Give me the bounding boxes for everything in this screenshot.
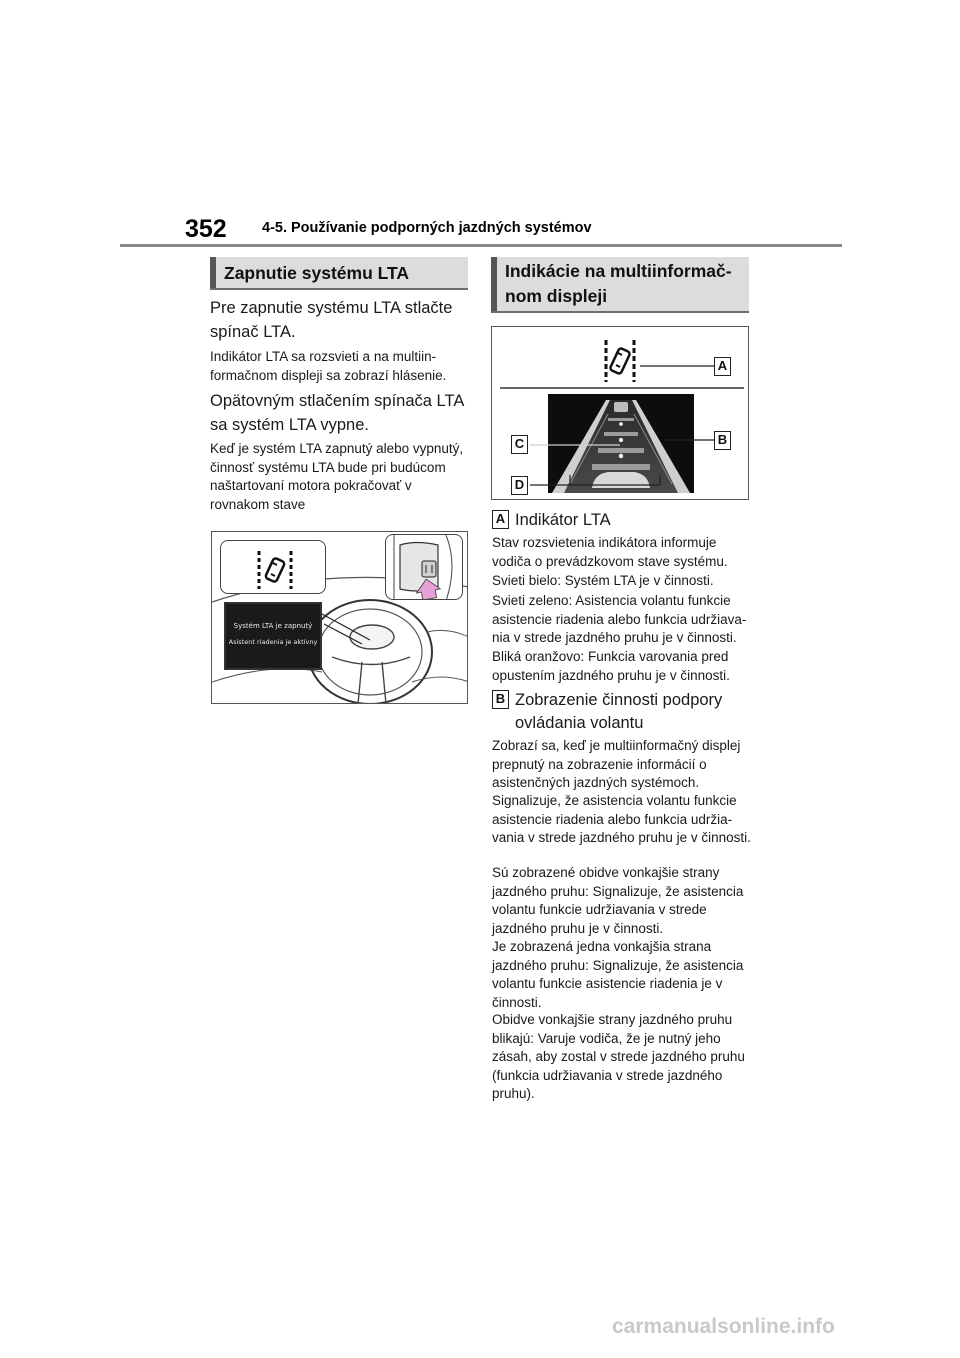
- item-b-text-5: Obidve vonkajšie strany jazdného pruhu blikajú: Varuje vodiča, že je nutný jeho zásah, aby zostal v strede jazdného pruhu (funkcia udržiavania v strede jazdného pruhu).: [492, 1012, 745, 1101]
- section-heading-line1: Indikácie na multiinformač-: [505, 261, 732, 281]
- display-message-line2: Asistent riadenia je aktívny: [228, 638, 318, 646]
- lta-switch-inset: [385, 534, 463, 600]
- multi-info-display: [224, 602, 322, 670]
- section-heading-line2: nom displeji: [505, 286, 608, 306]
- item-a-letter: A: [492, 510, 509, 529]
- item-a-text-2: Svieti bielo: Systém LTA je v činnosti.: [492, 573, 714, 588]
- section-heading-displays: [491, 257, 749, 313]
- header-rule: [120, 244, 842, 247]
- chapter-title: 4-5. Používanie podporných jazdných systémov: [262, 220, 592, 236]
- heading-bar: [491, 257, 497, 311]
- page-number: 352: [185, 215, 227, 243]
- item-a-text-3: Svieti zeleno: Asistencia volantu funkcie asistencie riadenia alebo funkcia udržiavania v strede jazdného pruhu je v činnosti.: [492, 593, 747, 645]
- section-heading-lta-on: [210, 257, 468, 290]
- item-b-title-line1: Zobrazenie činnosti podpory: [515, 691, 723, 709]
- callout-leaders: [492, 327, 749, 500]
- display-message-line1: Systém LTA je zapnutý: [233, 622, 313, 630]
- watermark: carmanualsonline.info: [612, 1315, 835, 1338]
- section-heading-text: Zapnutie systému LTA: [224, 263, 410, 283]
- paragraph-press-again: Opätovným stlačením spínača LTA sa systém LTA vypne.: [210, 392, 464, 434]
- item-b-text-4: Je zobrazená jedna vonkajšia strana jazdného pruhu: Signalizuje, že asistencia volantu funkcie asistencie riadenia je v činnosti.: [492, 939, 744, 1010]
- callout-label-a: A: [714, 357, 731, 376]
- item-b-title-line2: ovládania volantu: [515, 714, 644, 732]
- lta-switch-illustration: [386, 535, 463, 600]
- callout-label-d: D: [511, 476, 528, 495]
- paragraph-indicator-lights: Indikátor LTA sa rozsvieti a na multiinformačnom displeji sa zobrazí hlásenie.: [210, 349, 447, 383]
- callout-label-c: C: [511, 435, 528, 454]
- paragraph-state-persist: Keď je systém LTA zapnutý alebo vypnutý, činnosť systému LTA bude pri budúcom naštartovaní motora pokračovať v rovnakom stave: [210, 441, 464, 512]
- item-b-text-3: Sú zobrazené obidve vonkajšie strany jazdného pruhu: Signalizuje, že asistencia volantu funkcie udržiavania v strede jazdného pruhu je v činnosti.: [492, 865, 744, 936]
- item-a-text-1: Stav rozsvietenia indikátora informuje vodiča o prevádzkovom stave systému.: [492, 535, 728, 569]
- lta-indicator-inset: [220, 540, 326, 594]
- callout-label-b: B: [714, 431, 731, 450]
- item-b-letter: B: [492, 690, 509, 709]
- cockpit-figure: [211, 531, 468, 704]
- paragraph-press-switch: Pre zapnutie systému LTA stlačte spínač LTA.: [210, 299, 453, 341]
- item-b-text-1: Zobrazí sa, keď je multiinformačný displej prepnutý na zobrazenie informácií o asistenčných jazdných systémoch.: [492, 738, 741, 790]
- item-a-text-4: Bliká oranžovo: Funkcia varovania pred opustením jazdného pruhu je v činnosti.: [492, 649, 730, 683]
- heading-bar: [210, 257, 216, 288]
- lta-indicator-icon: [221, 541, 327, 595]
- display-figure: [491, 326, 749, 500]
- item-a-title: Indikátor LTA: [515, 511, 611, 529]
- item-b-text-2: Signalizuje, že asistencia volantu funkcie asistencie riadenia alebo funkcia udržiavania v strede jazdného pruhu je v činnosti.: [492, 793, 751, 845]
